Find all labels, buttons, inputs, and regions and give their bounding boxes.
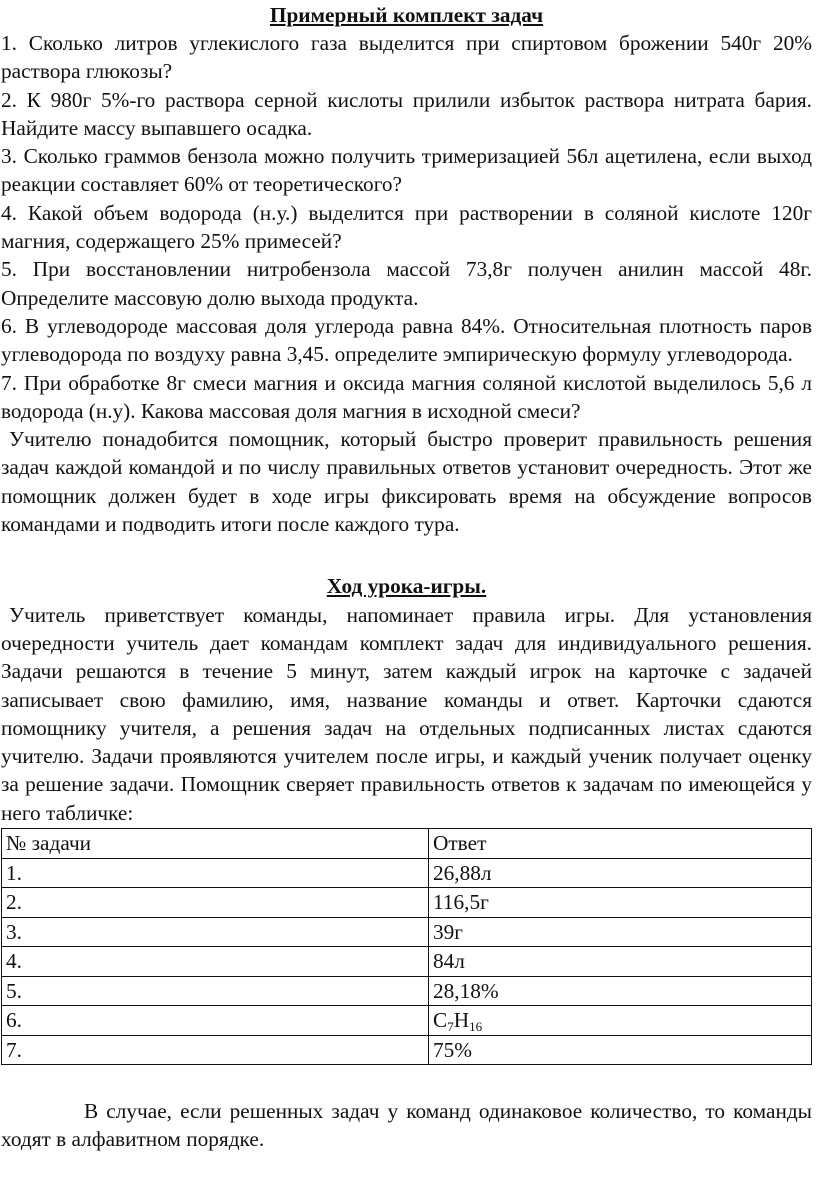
- table-cell: 39г: [429, 917, 812, 947]
- table-header-row: [2, 829, 812, 859]
- table-header-cell: № задачи: [2, 829, 429, 859]
- helper-paragraph: Учителю понадобится помощник, который быстро проверит правильность решения задач каждой командой и по числу правильных ответов установит очередность. Этот же помощник должен будет в ходе игры фиксировать время на обсуждение вопросов командами и подводить итоги после каждого тура.: [1, 427, 812, 537]
- spacer: [1, 538, 812, 566]
- problem-item: 1. Сколько литров углекислого газа выделится при спиртовом брожении 540г 20% раствора глюкозы?: [1, 31, 812, 84]
- problem-item: 7. При обработке 8г смеси магния и оксида магния соляной кислотой выделилось 5,6 л водорода (н.у). Какова массовая доля магния в исходной смеси?: [1, 370, 812, 423]
- table-cell: 7.: [2, 1035, 429, 1065]
- formula-subscript: 16: [469, 1019, 483, 1035]
- problem-item: 2. К 980г 5%-го раствора серной кислоты прилили избыток раствора нитрата бария. Найдите массу выпавшего осадка.: [1, 87, 812, 140]
- table-cell: 28,18%: [429, 976, 812, 1006]
- table-row: [2, 917, 812, 947]
- table-cell: 6.: [2, 1006, 429, 1036]
- problem-item: 5. При восстановлении нитробензола массой 73,8г получен анилин массой 48г. Определите массовую долю выхода продукта.: [1, 257, 812, 310]
- problem-item: 6. В углеводороде массовая доля углерода равна 84%. Относительная плотность паров углеводорода по воздуху равна 3,45. определите эмпирическую формулу углеводорода.: [1, 313, 812, 367]
- table-cell: 5.: [2, 976, 429, 1006]
- table-cell: 84л: [429, 947, 812, 977]
- formula-element: С: [433, 1008, 448, 1033]
- section-title: Ход урока-игры.: [326, 574, 487, 599]
- table-cell: 4.: [2, 947, 429, 977]
- table-cell: 26,88л: [429, 858, 812, 888]
- table-row: [2, 1006, 812, 1036]
- problem-list: [1, 29, 812, 425]
- table-row: [2, 947, 812, 977]
- table-cell: 116,5г: [429, 888, 812, 918]
- table-row: [2, 976, 812, 1006]
- table-cell: 75%: [429, 1035, 812, 1065]
- document-page: [1, 1, 812, 1154]
- answers-table: [1, 828, 812, 1065]
- formula-subscript: 7: [447, 1019, 454, 1035]
- course-paragraph: Учитель приветствует команды, напоминает правила игры. Для установления очередности учитель дает командам комплект задач для индивидуального решения. Задачи решаются в течение 5 минут, затем каждый игрок на карточке с задачей записывает свою фамилию, имя, название команды и ответ. Карточки сдаются помощнику учителя, а решения задач на отдельных подписанных листах сдаются учителю. Задачи проявляются учителем после игры, и каждый ученик получает оценку за решение задачи. Помощник сверяет правильность ответов к задачам по имеющейся у него табличке:: [1, 602, 812, 825]
- table-cell: 2.: [2, 888, 429, 918]
- closing-paragraph: В случае, если решенных задач у команд одинаковое количество, то команды ходят в алфавитном порядке.: [1, 1099, 812, 1152]
- formula-element: Н: [453, 1008, 470, 1033]
- table-row: [2, 858, 812, 888]
- table-cell-formula: [429, 1006, 812, 1036]
- table-cell: 3.: [2, 917, 429, 947]
- table-header-cell: Ответ: [429, 829, 812, 859]
- table-row: [2, 1035, 812, 1065]
- problem-item: 3. Сколько граммов бензола можно получить тримеризацией 56л ацетилена, если выход реакции составляет 60% от теоретического?: [1, 144, 812, 197]
- problem-item: 4. Какой объем водорода (н.у.) выделится при растворении в соляной кислоте 120г магния, содержащего 25% примесей?: [1, 200, 812, 254]
- document-title: Примерный комплект задач: [269, 3, 544, 27]
- table-cell: 1.: [2, 858, 429, 888]
- table-row: [2, 888, 812, 918]
